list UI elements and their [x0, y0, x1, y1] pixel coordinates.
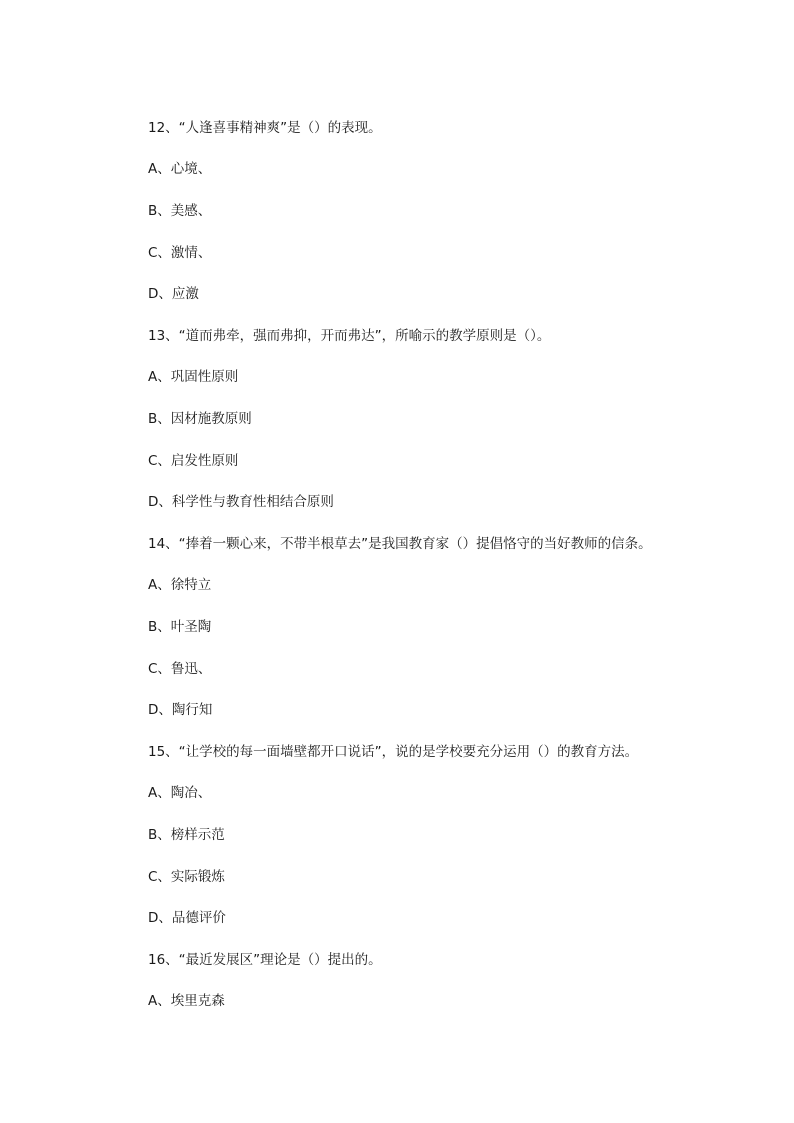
question-13-stem: 13、“道而弗牵，强而弗抑，开而弗达”，所喻示的教学原则是（）。: [148, 328, 551, 344]
question-15-stem: 15、“让学校的每一面墙壁都开口说话”，说的是学校要充分运用（）的教育方法。: [148, 744, 639, 760]
question-15-option-a: A、陶冶、: [148, 785, 212, 801]
question-14-stem: 14、“捧着一颗心来，不带半根草去”是我国教育家（）提倡恪守的当好教师的信条。: [148, 536, 652, 552]
question-13-option-a: A、巩固性原则: [148, 369, 239, 385]
question-14-option-d: D、陶行知: [148, 702, 213, 718]
question-14-option-a: A、徐特立: [148, 577, 212, 593]
question-14-option-c: C、鲁迅、: [148, 661, 212, 677]
question-15-option-d: D、品德评价: [148, 910, 226, 926]
question-12-stem: 12、“人逢喜事精神爽”是（）的表现。: [148, 120, 382, 136]
question-12-option-b: B、美感、: [148, 203, 212, 219]
question-15-option-c: C、实际锻炼: [148, 869, 225, 885]
question-12-option-a: A、心境、: [148, 161, 212, 177]
question-15-option-b: B、榜样示范: [148, 827, 225, 843]
question-12-option-c: C、激情、: [148, 245, 212, 261]
question-13-option-c: C、启发性原则: [148, 453, 239, 469]
question-14-option-b: B、叶圣陶: [148, 619, 212, 635]
question-13-option-b: B、因材施教原则: [148, 411, 252, 427]
question-16-option-a: A、埃里克森: [148, 993, 225, 1009]
question-12-option-d: D、应激: [148, 286, 199, 302]
question-13-option-d: D、科学性与教育性相结合原则: [148, 494, 334, 510]
question-16-stem: 16、“最近发展区”理论是（）提出的。: [148, 952, 382, 968]
